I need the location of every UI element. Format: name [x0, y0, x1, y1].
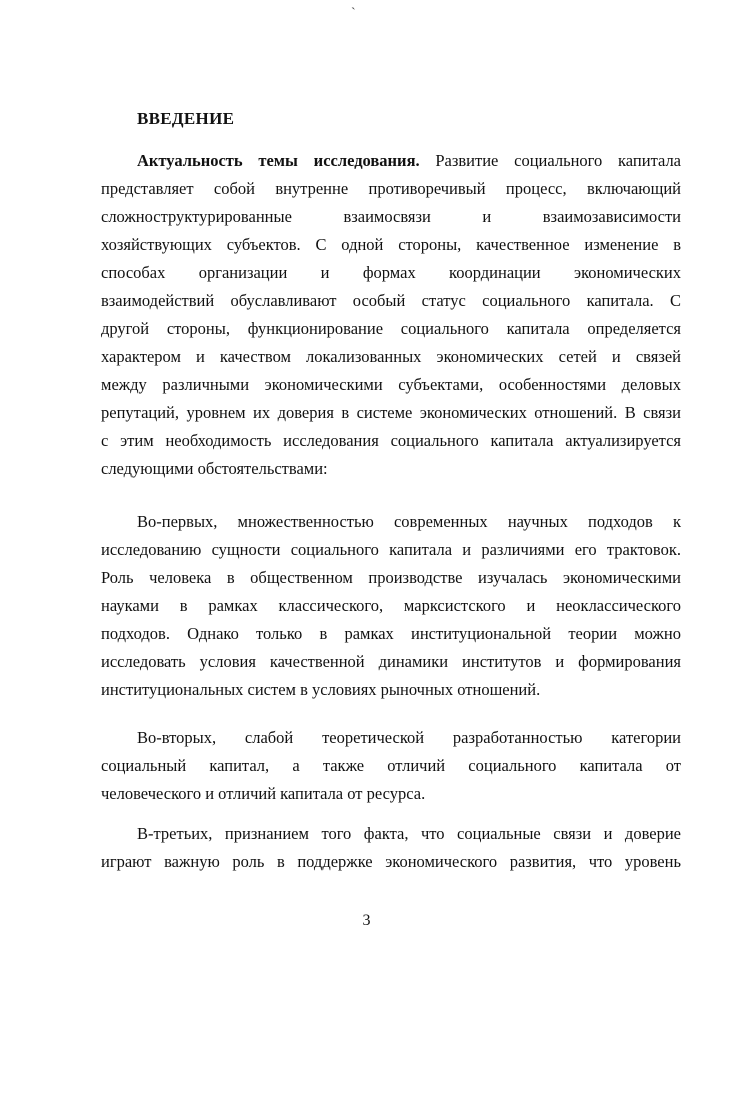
paragraph-line: следующими обстоятельствами:	[101, 459, 328, 478]
paragraph-line: человеческого и отличий капитала от ресурса.	[101, 784, 426, 803]
paragraph-first-reason	[101, 508, 681, 704]
paragraph-line: подходов. Однако только в рамках институциональной теории можно	[101, 624, 681, 643]
page-number: 3	[362, 912, 371, 929]
paragraph-third-reason	[101, 820, 681, 876]
paragraph-line: Во-первых, множественностью современных научных подходов к	[137, 512, 681, 531]
paragraph-line: исследовать условия качественной динамики институтов и формирования	[101, 652, 681, 671]
paragraph-line: с этим необходимость исследования социального капитала актуализируется	[101, 431, 681, 450]
paragraph-line: сложноструктурированные взаимосвязи и взаимозависимости	[101, 207, 681, 226]
paragraph-line: представляет собой внутренне противоречивый процесс, включающий	[101, 179, 681, 198]
paragraph-line: репутаций, уровнем их доверия в системе экономических отношений. В связи	[101, 403, 681, 422]
paragraph-line: социальный капитал, а также отличий социального капитала от	[101, 756, 681, 775]
paragraph-line: науками в рамках классического, марксистского и неоклассического	[101, 596, 681, 615]
scan-artifact: `	[351, 6, 356, 21]
paragraph-second-reason	[101, 724, 681, 808]
paragraph-line: Во-вторых, слабой теоретической разработанностью категории	[137, 728, 681, 747]
paragraph-line: между различными экономическими субъектами, особенностями деловых	[101, 375, 681, 394]
line-text: Развитие социального капитала	[419, 151, 682, 170]
paragraph-line: Роль человека в общественном производстве изучалась экономическими	[101, 568, 681, 587]
paragraph-relevance	[101, 147, 681, 483]
paragraph-line: взаимодействий обуславливают особый статус социального капитала. С	[101, 291, 681, 310]
paragraph-line: исследованию сущности социального капитала и различиями его трактовок.	[101, 540, 681, 559]
paragraph-line: характером и качеством локализованных экономических сетей и связей	[101, 347, 681, 366]
section-heading: ВВЕДЕНИЕ	[137, 109, 235, 128]
paragraph-line: В-третьих, признанием того факта, что социальные связи и доверие	[137, 824, 681, 843]
paragraph-line: способах организации и формах координации экономических	[101, 263, 681, 282]
paragraph-line	[101, 147, 681, 175]
paragraph-line: институциональных систем в условиях рыночных отношений.	[101, 680, 541, 699]
paragraph-line: хозяйствующих субъектов. С одной стороны, качественное изменение в	[101, 235, 681, 254]
paragraph-line: играют важную роль в поддержке экономического развития, что уровень	[101, 852, 681, 871]
lead-phrase: Актуальность темы исследования.	[137, 151, 420, 170]
paragraph-line: другой стороны, функционирование социального капитала определяется	[101, 319, 681, 338]
